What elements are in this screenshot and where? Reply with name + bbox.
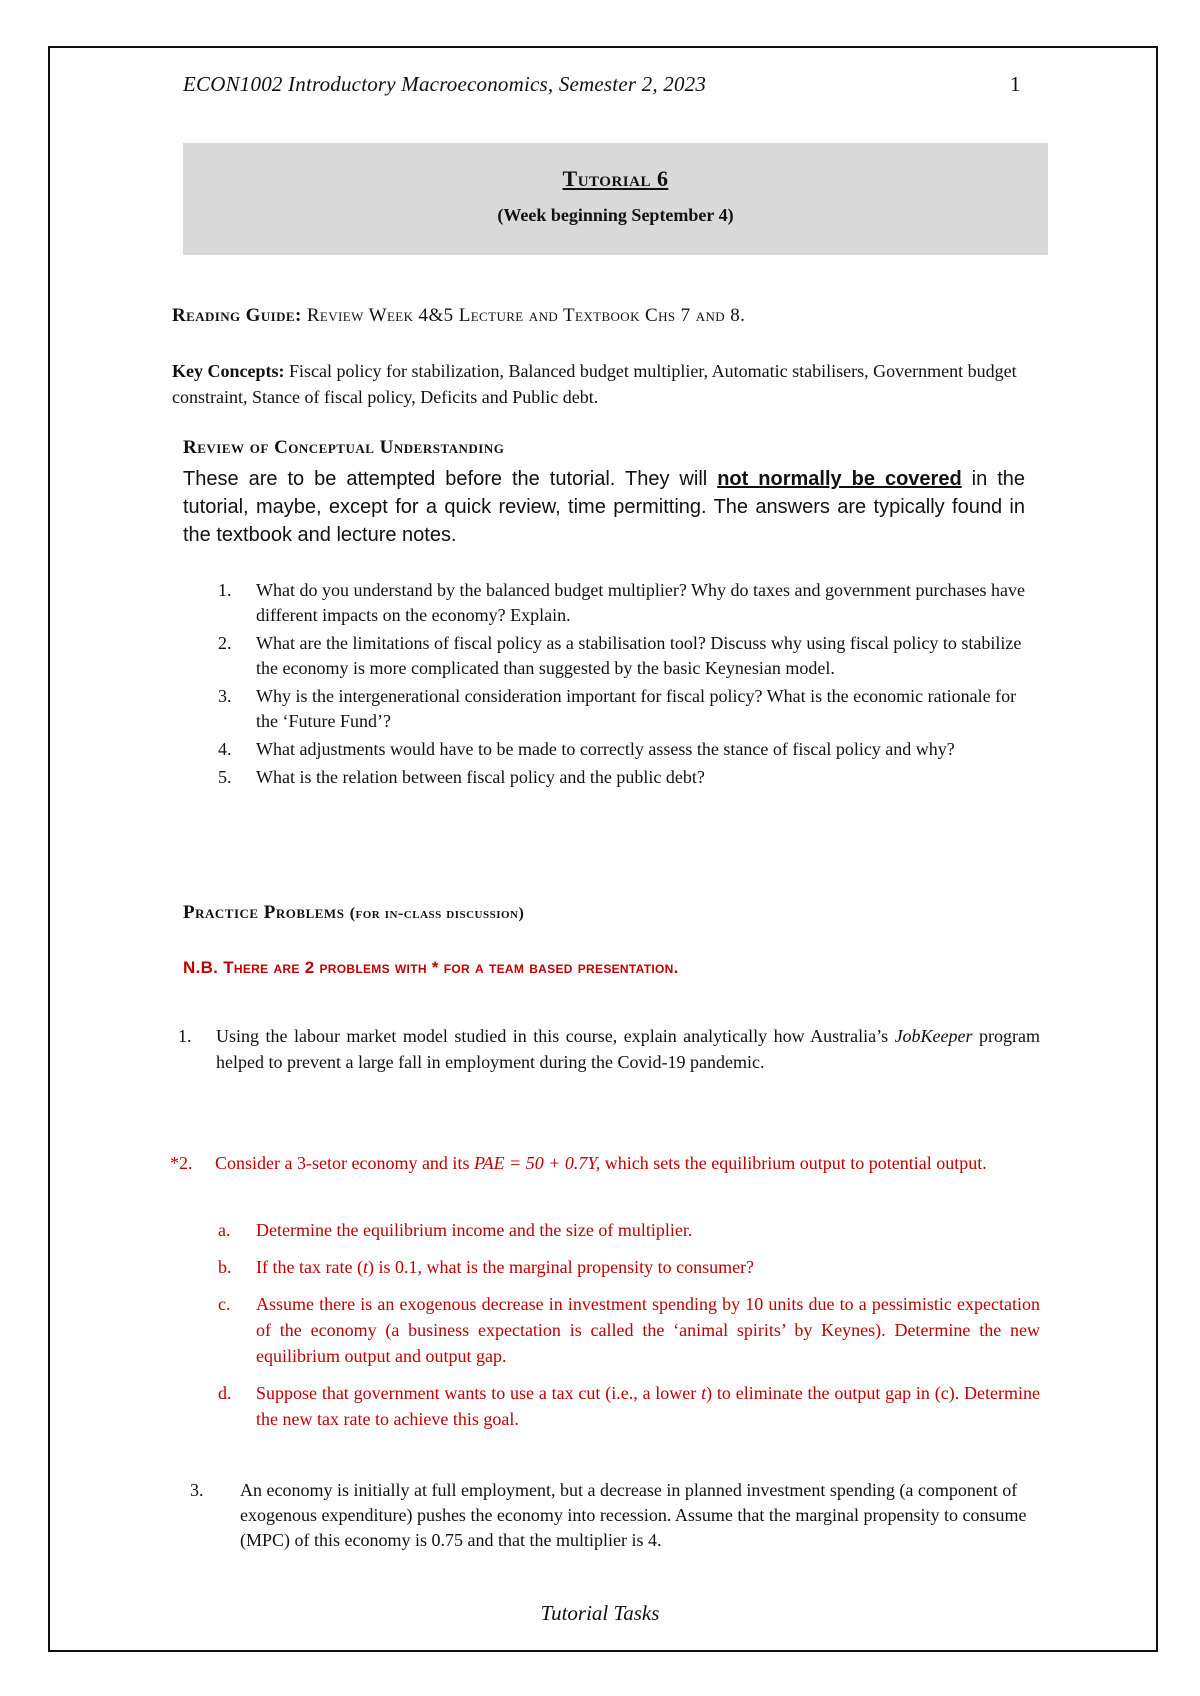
problem-part [218,1380,1040,1432]
problem-part-letter: d. [218,1383,232,1403]
reading-guide [172,305,745,327]
problem-2 [170,1150,1042,1176]
key-concepts [172,358,1052,410]
problem-part-text: Assume there is an exogenous decrease in investment spending by 10 units due to a pessimistic expectation of the economy (a business expectation is called the ‘animal spirits’ by Keynes). Determine the new equilibrium output and output gap. [256,1294,1040,1366]
reading-guide-label: Reading Guide: [172,305,302,326]
review-question [218,684,1038,734]
review-question-number: 1. [218,580,232,600]
problem-part-letter: b. [218,1257,232,1277]
course-header: ECON1002 Introductory Macroeconomics, Semester 2, 2023 [183,72,707,96]
problem-1 [178,1023,1040,1075]
problem-number: 3. [190,1480,204,1500]
problem-1-text-after: program helped to prevent a large fall in employment during the Covid-19 pandemic. [216,1026,1040,1072]
team-presentation-note: N.B. There are 2 problems with * for a team based presentation. [183,958,679,977]
problem-3 [190,1478,1040,1553]
review-question [218,737,1038,762]
problem-part-text-after: ) is 0.1, what is the marginal propensity to consumer? [367,1257,755,1277]
problem-part [218,1254,1040,1280]
problem-number: 1. [178,1026,192,1046]
problem-2-text [215,1150,1042,1176]
review-question [218,578,1038,628]
key-concepts-text: Fiscal policy for stabilization, Balanced budget multiplier, Automatic stabilisers, Government budget constraint, Stance of fiscal policy, Deficits and Public debt. [172,361,1017,407]
review-question-text: What adjustments would have to be made to correctly assess the stance of fiscal policy and why? [256,739,955,759]
tutorial-title: Tutorial 6 [562,166,669,191]
reading-guide-text: Review Week 4&5 Lecture and Textbook Chs 7 and 8. [306,305,746,326]
review-question-number: 2. [218,633,232,653]
practice-heading-suffix: (for in-class discussion) [349,905,525,922]
review-question-text: Why is the intergenerational consideration important for fiscal policy? What is the economic rationale for the ‘Future Fund’? [256,686,1017,731]
page-number: 1 [1010,72,1021,96]
key-concepts-label: Key Concepts: [172,361,285,381]
problem-1-text [216,1023,1040,1075]
problem-part-text: Determine the equilibrium income and the size of multiplier. [256,1220,693,1240]
tax-rate-symbol: t [701,1383,707,1403]
problem-part-text-before: Suppose that government wants to use a tax cut (i.e., a lower [256,1383,702,1403]
review-question [218,631,1038,681]
problem-3-text: An economy is initially at full employment, but a decrease in planned investment spending (a component of exogenous expenditure) pushes the economy into recession. Assume that the marginal propensity to consume (MPC) of this economy is 0.75 and that the multiplier is 4. [240,1480,1027,1550]
problem-part-letter: c. [218,1294,231,1314]
problem-2-parts [218,1217,1040,1443]
footer-text: Tutorial Tasks [540,1601,660,1625]
review-intro-before: These are to be attempted before the tutorial. They will [183,468,718,490]
problem-part [218,1217,1040,1243]
review-intro-emphasis: not normally be covered [717,468,962,490]
review-heading: Review of Conceptual Understanding [183,437,505,458]
jobkeeper-term: JobKeeper [894,1026,973,1046]
problem-part-text-before: If the tax rate ( [256,1257,363,1277]
title-box [183,143,1048,255]
review-intro [183,465,1025,549]
review-question-number: 5. [218,767,232,787]
problem-part-text-after: ) to eliminate the output gap in (c). Determine the new tax rate to achieve this goal. [256,1383,1040,1429]
problem-part-letter: a. [218,1220,231,1240]
tax-rate-symbol: t [362,1257,368,1277]
review-question-list [218,578,1038,793]
problem-part [218,1291,1040,1369]
tutorial-subtitle: (Week beginning September 4) [497,205,734,225]
review-intro-after: in the tutorial, maybe, except for a quick review, time permitting. The answers are typically found in the textbook and lecture notes. [183,468,1026,546]
problem-2-text-before: Consider a 3-setor economy and its [215,1153,474,1173]
pae-equation: PAE = 50 + 0.7Y, [473,1153,601,1173]
problem-number: *2. [170,1153,193,1173]
problem-2-text-after: which sets the equilibrium output to potential output. [600,1153,987,1173]
practice-heading-title: Practice Problems [183,902,345,923]
review-question-text: What do you understand by the balanced budget multiplier? Why do taxes and government purchases have different impacts on the economy? Explain. [256,580,1025,625]
review-question-text: What is the relation between fiscal policy and the public debt? [256,767,705,787]
review-question-text: What are the limitations of fiscal policy as a stabilisation tool? Discuss why using fiscal policy to stabilize the economy is more complicated than suggested by the basic Keynesian model. [256,633,1022,678]
review-question-number: 3. [218,686,232,706]
review-question-number: 4. [218,739,232,759]
problem-1-text-before: Using the labour market model studied in this course, explain analytically how Australia’s [216,1026,895,1046]
review-question [218,765,1038,790]
practice-heading [183,902,524,924]
